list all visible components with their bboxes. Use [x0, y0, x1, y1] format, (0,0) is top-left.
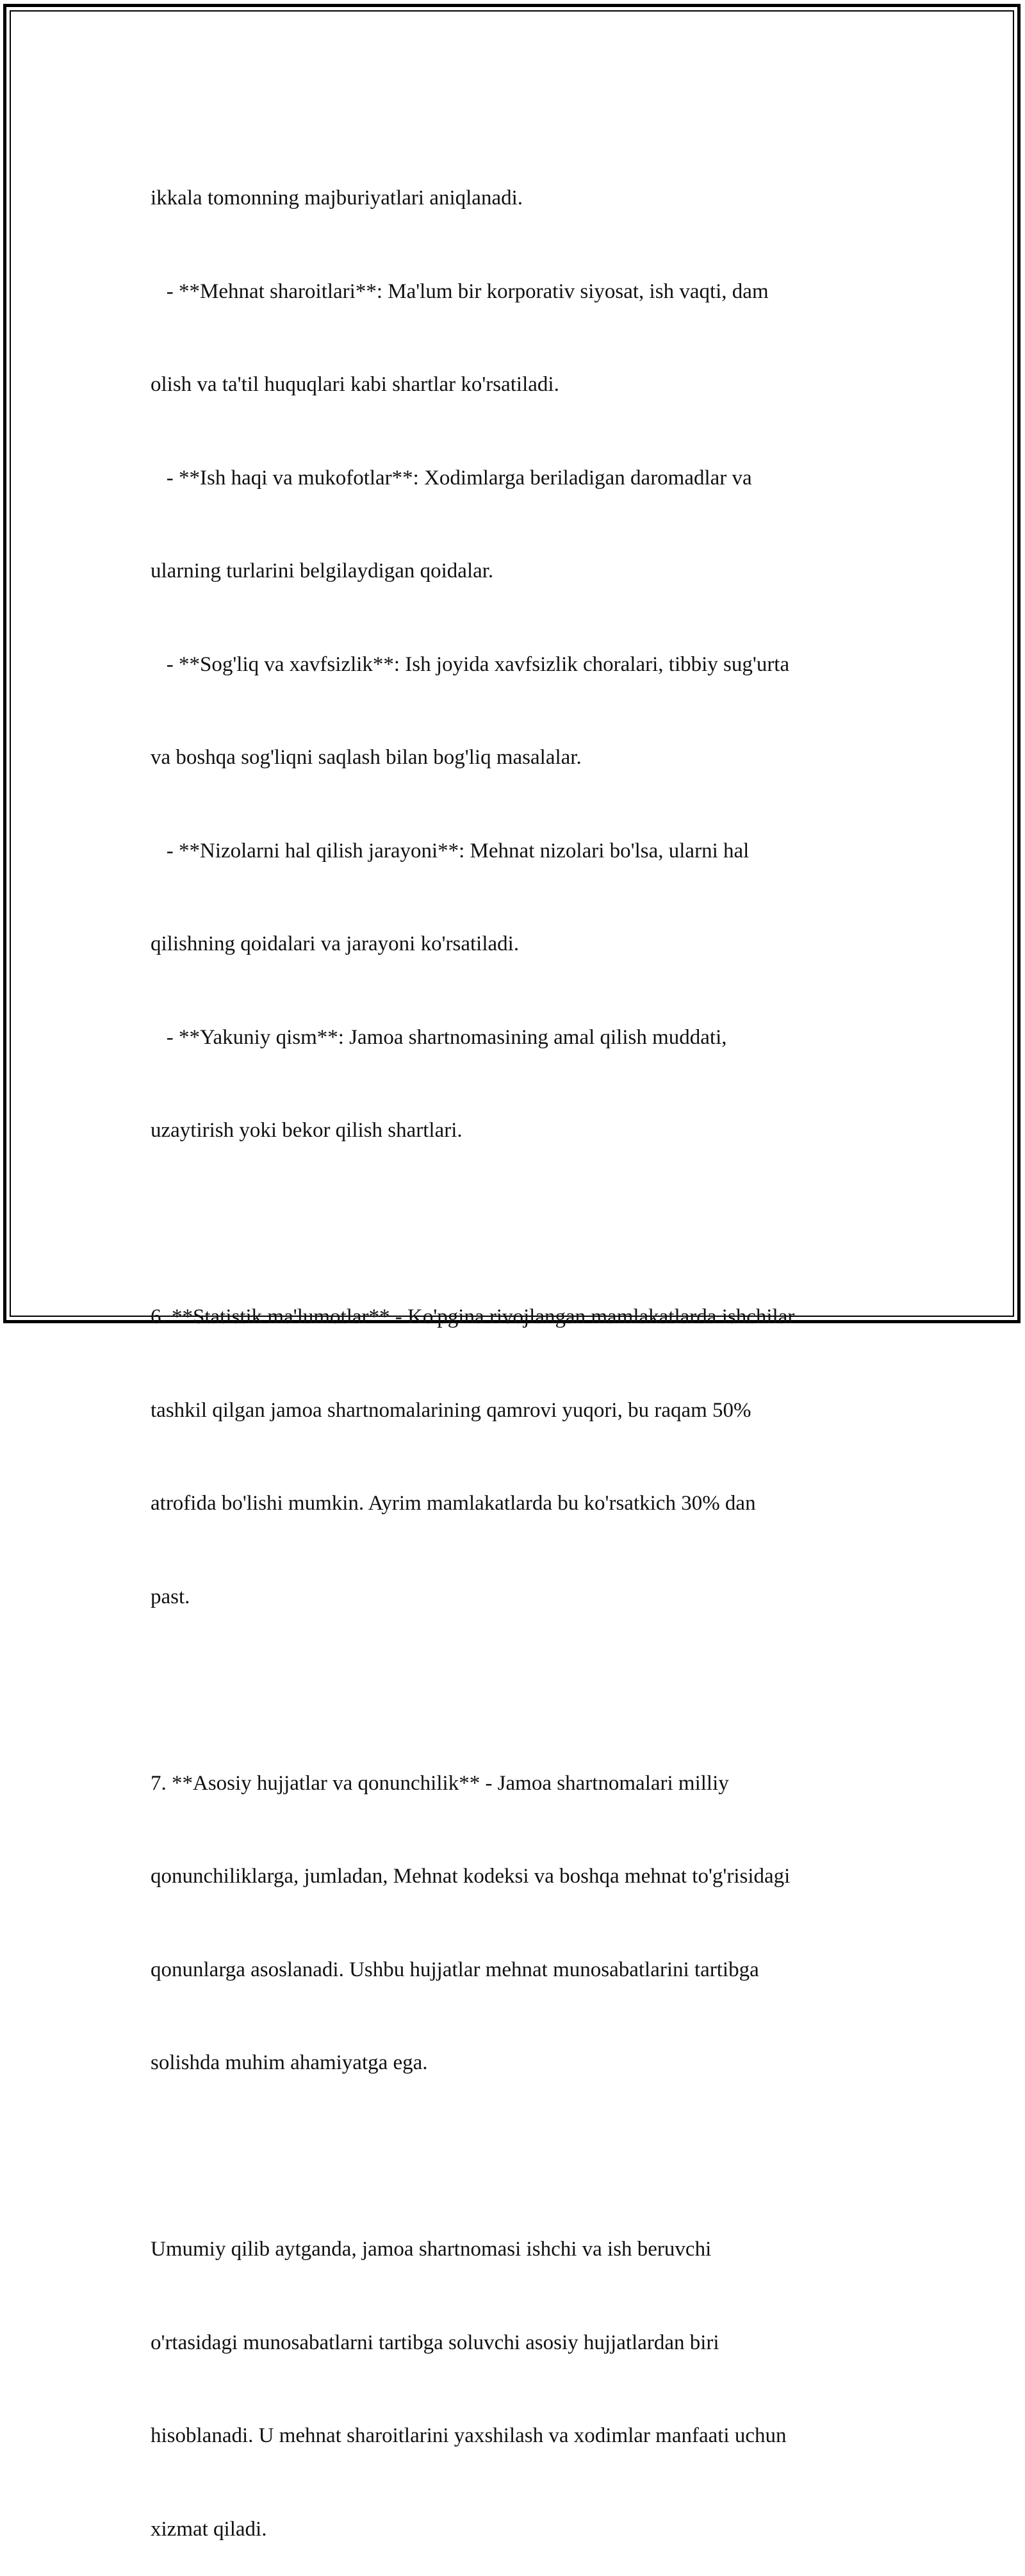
text-line: - **Ish haqi va mukofotlar**: Xodimlarga beriladigan daromadlar va [151, 466, 752, 490]
text-line: qilishning qoidalari va jarayoni ko'rsatiladi. [151, 932, 520, 955]
text-line: uzaytirish yoki bekor qilish shartlari. [151, 1119, 463, 1142]
blank-line [151, 2141, 874, 2172]
document-body [151, 120, 874, 2576]
text-line: - **Yakuniy qism**: Jamoa shartnomasining amal qilish muddati, [151, 1025, 727, 1049]
text-line: hisoblanadi. U mehnat sharoitlarini yaxshilash va xodimlar manfaati uchun [151, 2424, 787, 2447]
text-line: - **Nizolarni hal qilish jarayoni**: Mehnat nizolari bo'lsa, ularni hal [151, 839, 750, 863]
text-line: ularning turlarini belgilaydigan qoidalar. [151, 559, 494, 582]
text-line: xizmat qiladi. [151, 2517, 267, 2541]
text-line: solishda muhim ahamiyatga ega. [151, 2051, 428, 2074]
text-line: va boshqa sog'liqni saqlash bilan bog'liq masalalar. [151, 746, 582, 769]
text-line: ikkala tomonning majburiyatlari aniqlanadi. [151, 186, 523, 210]
blank-line [151, 1674, 874, 1706]
text-line: past. [151, 1585, 190, 1608]
text-line: qonunlarga asoslanadi. Ushbu hujjatlar mehnat munosabatlarini tartibga [151, 1958, 759, 1981]
text-line: - **Sog'liq va xavfsizlik**: Ish joyida xavfsizlik choralari, tibbiy sug'urta [151, 652, 790, 676]
text-line: atrofida bo'lishi mumkin. Ayrim mamlakatlarda bu ko'rsatkich 30% dan [151, 1492, 756, 1515]
text-line: 6. **Statistik ma'lumotlar** - Ko'pgina rivojlangan mamlakatlarda ishchilar [151, 1305, 795, 1328]
text-line: o'rtasidagi munosabatlarni tartibga soluvchi asosiy hujjatlardan biri [151, 2331, 719, 2354]
text-line: qonunchiliklarga, jumladan, Mehnat kodeksi va boshqa mehnat to'g'risidagi [151, 1865, 791, 1888]
blank-line [151, 1209, 874, 1240]
text-line: tashkil qilgan jamoa shartnomalarining qamrovi yuqori, bu raqam 50% [151, 1398, 751, 1422]
text-line: olish va ta'til huquqlari kabi shartlar ko'rsatiladi. [151, 373, 559, 396]
text-line: 7. **Asosiy hujjatlar va qonunchilik** - Jamoa shartnomalari milliy [151, 1771, 729, 1795]
text-line: Umumiy qilib aytganda, jamoa shartnomasi ishchi va ish beruvchi [151, 2238, 712, 2261]
text-line: - **Mehnat sharoitlari**: Ma'lum bir korporativ siyosat, ish vaqti, dam [151, 279, 769, 303]
